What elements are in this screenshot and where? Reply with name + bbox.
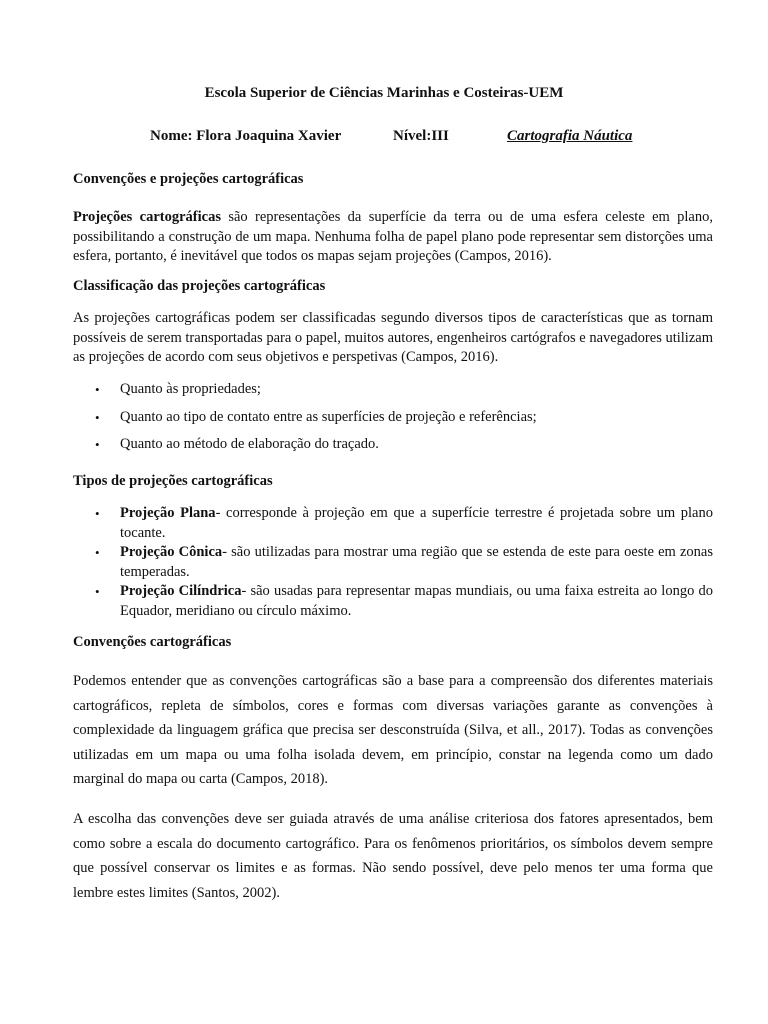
list-item-text: - são usadas para representar mapas mundiais, ou uma faixa estreita ao longo do Equador, meridiano ou círculo máximo. bbox=[120, 583, 713, 619]
bullet-icon: • bbox=[95, 506, 100, 521]
bullet-icon: • bbox=[95, 437, 100, 452]
paragraph-classification: As projeções cartográficas podem ser classificadas segundo diversos tipos de características que as tornam possíveis de serem transportadas para o papel, muitos autores, engenheiros cartógrafos e navegadores utilizam as projeções de acordo com seus objetivos e perspetivas (Campos, 2016). bbox=[73, 310, 713, 365]
term-flat-projection: Projeção Plana bbox=[120, 505, 216, 521]
section-heading-classification: Classificação das projeções cartográficas bbox=[73, 278, 326, 294]
bullet-icon: • bbox=[95, 409, 100, 425]
paragraph-projections-text: são representações da superfície da terra ou de uma esfera celeste em plano, possibilitando a construção de um mapa. Nenhuma folha de papel plano pode representar sem distorções uma esfera, portanto, é inevitável que todos os mapas sejam projeções (Campos, 2016). bbox=[73, 209, 713, 264]
course-name: Cartografia Náutica bbox=[507, 128, 633, 144]
paragraph-projections-definition bbox=[73, 208, 713, 267]
list-item bbox=[73, 435, 713, 463]
list-item bbox=[73, 380, 713, 408]
school-title: Escola Superior de Ciências Marinhas e Costeiras-UEM bbox=[204, 85, 564, 101]
section-heading-conventions-projections: Convenções e projeções cartográficas bbox=[73, 171, 304, 187]
paragraph-conventions-1: Podemos entender que as convenções cartográficas são a base para a compreensão dos diferentes materiais cartográficos, repleta de símbolos, cores e formas com diversas variações garante as convenções à complexidade da linguagem gráfica que precisa ser desconstruída (Silva, et all., 2017). Todas as convenções utilizadas em um mapa ou uma folha isolada devem, em princípio, constar na legenda como um dado marginal do mapa ou carta (Campos, 2018). bbox=[73, 673, 713, 787]
term-projections: Projeções cartográficas bbox=[73, 209, 221, 225]
bullet-icon: • bbox=[95, 382, 100, 397]
bullet-icon: • bbox=[95, 545, 100, 560]
term-conic-projection: Projeção Cônica bbox=[120, 544, 223, 560]
bullet-icon: • bbox=[95, 584, 100, 599]
student-name: Nome: Flora Joaquina Xavier bbox=[150, 128, 342, 144]
list-item bbox=[73, 408, 713, 436]
projection-types-list bbox=[73, 504, 713, 621]
list-item bbox=[73, 582, 713, 621]
section-heading-projection-types: Tipos de projeções cartográficas bbox=[73, 473, 273, 489]
list-item-text: Quanto às propriedades; bbox=[120, 381, 261, 397]
student-level: Nível:III bbox=[393, 128, 449, 144]
list-item-text: - corresponde à projeção em que a superfície terrestre é projetada sobre um plano tocante. bbox=[120, 505, 713, 541]
list-item bbox=[73, 543, 713, 582]
paragraph-conventions-2: A escolha das convenções deve ser guiada através de uma análise criteriosa dos fatores apresentados, bem como sobre a escala do documento cartográfico. Para os fenômenos prioritários, os símbolos devem sempre que possível conservar os limites e as formas. Não sendo possível, deve pelo menos ter uma forma que lembre estes limites (Santos, 2002). bbox=[73, 811, 713, 901]
term-cylindrical-projection: Projeção Cilíndrica bbox=[120, 583, 242, 599]
list-item-text: - são utilizadas para mostrar uma região que se estenda de este para oeste em zonas temperadas. bbox=[120, 544, 713, 580]
list-item bbox=[73, 504, 713, 543]
classification-list bbox=[73, 380, 713, 463]
list-item-text: Quanto ao método de elaboração do traçado. bbox=[120, 436, 379, 452]
list-item-text: Quanto ao tipo de contato entre as superfícies de projeção e referências; bbox=[120, 408, 537, 425]
section-heading-conventions: Convenções cartográficas bbox=[73, 634, 232, 650]
